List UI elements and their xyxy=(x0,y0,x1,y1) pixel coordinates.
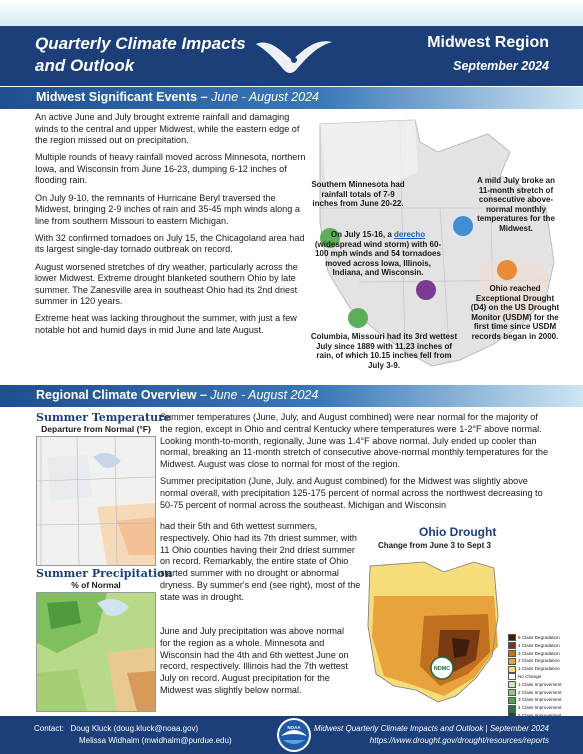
drought-icon xyxy=(497,260,517,280)
overview-section-period: June - August 2024 xyxy=(210,388,319,402)
callout-derecho: On July 15-16, a derecho (widespread wind storm) with 60-100 mph winds and 54 tornadoes moved across Iowa, Illinois, Indiana, and Wisconsin. xyxy=(314,230,442,278)
svg-text:NOAA: NOAA xyxy=(287,725,301,730)
header xyxy=(0,26,583,86)
overview-text-bottom xyxy=(160,617,355,706)
overview-paragraph-precip-start: Summer precipitation (June, July, and August combined) for the Midwest was slightly above normal overall, with precipitation 125-175 percent of normal across the northwest decreasing to 50-75 percent of normal across the southeast. Michigan and Wisconsin xyxy=(160,475,543,510)
events-paragraph: On July 9-10, the remnants of Hurricane Beryl traversed the Midwest, bringing 2-9 inches of rain and 35-45 mph winds along a line from southern Missouri to eastern Michigan. xyxy=(35,192,300,226)
events-paragraph: An active June and July brought extreme rainfall and damaging winds to the central and upper Midwest, while the eastern edge of the region missed out on precipitation. xyxy=(35,112,300,146)
overview-paragraph-temperature: Summer temperatures (June, July, and August combined) were near normal for the majority of the region, except in Ohio and central Kentucky where temperatures were 1-2°F above normal. Looking month-to-month, regionally, June was 1.4°F above normal. July ended up cooler than normal, breaking an 11-month stretch of consecutive above-normal monthly temperatures for the Midwest. August was close to normal for most of the region. xyxy=(160,412,549,470)
legend-swatch xyxy=(508,642,516,649)
report-title xyxy=(35,33,265,77)
contact-widhalm: Melissa Widhalm (mwidhalm@purdue.edu) xyxy=(79,736,232,745)
legend-item xyxy=(508,642,561,650)
overview-text-narrow xyxy=(160,521,365,609)
temp-map-subtitle: Departure from Normal (°F) xyxy=(41,424,151,434)
legend-label: 4 Class Degradation xyxy=(518,642,560,648)
legend-item xyxy=(508,673,561,681)
footer-url[interactable]: https://www.drought.gov/drought/resources/reports xyxy=(369,736,549,745)
events-section-title: Midwest Significant Events – xyxy=(36,90,208,104)
precip-map-subtitle: % of Normal xyxy=(71,580,121,590)
precipitation-map xyxy=(36,592,156,712)
legend-swatch xyxy=(508,658,516,665)
legend-swatch xyxy=(508,634,516,641)
ohio-drought-map xyxy=(364,556,510,708)
overview-paragraph-precip-cont: had their 5th and 6th wettest summers, respectively. Ohio had its 7th driest summer, with 11 Ohio counties having their 2nd driest summer on record. Remarkably, the entire state of Ohio started summer with no drought or abnormal dryness. By summer's end (see right), most of the state was in drought. xyxy=(160,521,361,602)
noaa-logo-icon xyxy=(277,718,311,752)
drought-change-legend xyxy=(508,634,561,720)
events-section-header xyxy=(0,87,583,109)
overview-section-title: Regional Climate Overview – xyxy=(36,388,207,402)
callout-missouri-rain: Columbia, Missouri had its 3rd wettest July since 1889 with 11.23 inches of rain, of which 10.15 inches fell from July 3-9. xyxy=(310,332,458,370)
legend-item xyxy=(508,650,561,658)
footer-report-title: Midwest Quarterly Climate Impacts and Outlook | September 2024 xyxy=(313,724,549,733)
legend-swatch xyxy=(508,689,516,696)
top-strip xyxy=(0,0,583,26)
ohio-drought-title: Ohio Drought xyxy=(419,525,497,539)
contact-kluck: Doug Kluck (doug.kluck@noaa.gov) xyxy=(70,724,199,733)
legend-swatch xyxy=(508,650,516,657)
events-paragraph: Extreme heat was lacking throughout the summer, with just a few notable hot and humid days in mid June and late August. xyxy=(35,313,297,335)
legend-label: 1 Class Improvement xyxy=(518,681,562,687)
precip-map-title: Summer Precipitation xyxy=(36,567,173,580)
overview-section-header xyxy=(0,385,583,407)
events-section-period: June - August 2024 xyxy=(211,90,320,104)
legend-swatch xyxy=(508,673,516,680)
legend-label: 4 Class Improvement xyxy=(518,705,562,711)
legend-label: 5 Class Degradation xyxy=(518,635,560,640)
legend-label: 3 Class Improvement xyxy=(518,697,562,703)
legend-label: 1 Class Degradation xyxy=(518,666,560,672)
legend-swatch xyxy=(508,705,516,712)
callout-mild-july: A mild July broke an 11-month stretch of consecutive above-normal monthly temperatures for the Midwest. xyxy=(477,176,555,233)
rain-icon xyxy=(348,308,368,328)
callout-minnesota-rain: Southern Minnesota had rainfall totals of 7-9 inches from June 20-22. xyxy=(311,180,405,209)
events-paragraph: With 32 confirmed tornadoes on July 15, the Chicagoland area had its largest single-day tornado outbreak on record. xyxy=(35,232,305,255)
legend-swatch xyxy=(508,681,516,688)
temp-map-title: Summer Temperature xyxy=(36,411,171,424)
title-line-1: Quarterly Climate Impacts xyxy=(35,34,246,53)
bird-logo-icon xyxy=(248,30,338,82)
legend-item xyxy=(508,704,561,712)
events-text xyxy=(35,112,307,342)
legend-item xyxy=(508,681,561,689)
events-paragraph: August worsened stretches of dry weather, particularly across the lower Midwest. Extreme drought blanketed southern Ohio by late summer. The Zanesville area in southeast Ohio had its 2nd driest summer in 120 years. xyxy=(35,261,298,307)
footer-citation xyxy=(314,723,549,747)
temperature-map xyxy=(36,436,156,566)
ndmc-label: NDMC xyxy=(433,666,451,672)
legend-swatch xyxy=(508,666,516,673)
legend-item xyxy=(508,665,561,673)
legend-label: 2 Class Improvement xyxy=(518,689,562,695)
legend-label: 3 Class Degradation xyxy=(518,650,560,656)
title-line-2: and Outlook xyxy=(35,56,135,75)
ohio-drought-subtitle: Change from June 3 to Sept 3 xyxy=(378,541,491,550)
overview-text-wide xyxy=(160,412,550,516)
events-paragraph: Multiple rounds of heavy rainfall moved across Minnesota, northern Iowa, and Wisconsin from June 16-23, dumping 6-12 inches of flooding rain. xyxy=(35,152,306,186)
contact-block xyxy=(34,723,232,747)
legend-item xyxy=(508,696,561,704)
report-date: September 2024 xyxy=(453,59,549,73)
thermometer-icon xyxy=(453,216,473,236)
footer xyxy=(0,716,583,754)
region-label: Midwest Region xyxy=(427,34,549,51)
legend-item xyxy=(508,657,561,665)
midwest-events-map xyxy=(310,112,560,374)
legend-item xyxy=(508,689,561,697)
overview-paragraph-june-july: June and July precipitation was above normal for the region as a whole. Minnesota and Wisconsin had the 4th and 6th wettest June on record, respectively. Illinois had the 7th wettest July on record. August precipitation for the Midwest was slightly below normal. xyxy=(160,626,349,696)
legend-label: No Change xyxy=(518,673,542,679)
derecho-link[interactable]: derecho xyxy=(394,230,426,239)
contact-label: Contact: xyxy=(34,724,64,733)
wind-icon xyxy=(416,280,436,300)
legend-label: 2 Class Degradation xyxy=(518,658,560,664)
legend-swatch xyxy=(508,697,516,704)
legend-item xyxy=(508,634,561,642)
callout-ohio-drought: Ohio reached Exceptional Drought (D4) on the US Drought Monitor (USDM) for the first time since USDM records began in 2000. xyxy=(470,284,560,341)
